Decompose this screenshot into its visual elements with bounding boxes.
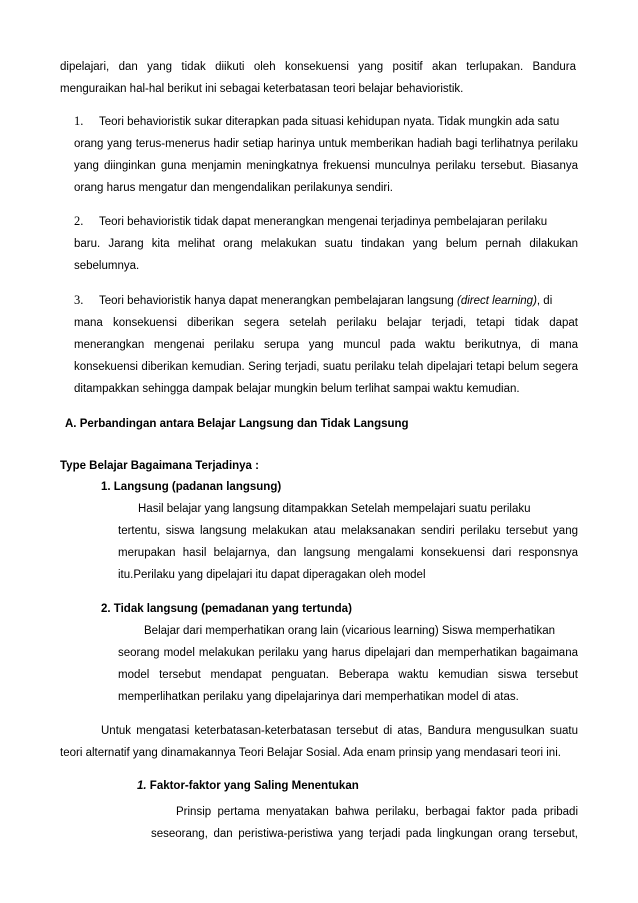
type-2-body	[118, 620, 578, 708]
type-1-rest: tertentu, siswa langsung melakukan atau melaksanakan sendiri perilaku tersebut yang merupakan hasil belajarnya, dan langsung mengalami konsekuensi dari responsnya itu.Perilaku yang dipelajari itu dapat diperagakan oleh model	[118, 525, 578, 581]
type-2-rest: seorang model melakukan perilaku yang harus dipelajari dan memperhatikan bagaimana model tersebut mendapat penguatan. Beberapa waktu kemudian siswa tersebut memperlihatkan perilaku yang dipelajarinya dari memperhatikan model di atas.	[118, 647, 578, 703]
limitation-body: baru. Jarang kita melihat orang melakukan suatu tindakan yang belum pernah dilakukan sebelumnya.	[74, 238, 578, 272]
type-1-first-line: Hasil belajar yang langsung ditampakkan Setelah mempelajari suatu perilaku	[138, 503, 531, 515]
limitation-first-line: Teori behavioristik sukar diterapkan pada situasi kehidupan nyata. Tidak mungkin ada satu	[99, 116, 560, 128]
limitation-number: 1.	[74, 114, 84, 128]
factor-heading	[137, 775, 359, 797]
limitation-number: 3.	[74, 293, 84, 307]
limitation-item-1	[74, 110, 578, 199]
limitation-first-line: Teori behavioristik tidak dapat menerangkan mengenai terjadinya pembelajaran perilaku	[99, 216, 548, 228]
intro-line-1: dipelajari, dan yang tidak diikuti oleh konsekuensi yang positif akan terlupakan. Bandura	[60, 61, 576, 73]
type-heading: Type Belajar Bagaimana Terjadinya :	[60, 460, 259, 472]
limitation-first-line-b: , di	[536, 295, 553, 307]
limitation-body: mana konsekuensi diberikan segera setelah perilaku belajar terjadi, tetapi tidak dapat menerangkan mengenai perilaku serupa yang muncul pada waktu berikutnya, di mana konsekuensi diberikan kemudian. Sering terjadi, suatu perilaku telah dipelajari tetapi belum segera ditampakkan sehingga dampak belajar mungkin belum terlihat sampai waktu kemudian.	[74, 317, 578, 395]
factor-heading-text: Faktor-faktor yang Saling Menentukan	[146, 780, 359, 792]
closing-line-1: Untuk mengatasi keterbatasan-keterbatasan tersebut di atas, Bandura mengusulkan suatu	[101, 725, 578, 737]
type-2-first-line: Belajar dari memperhatikan orang lain (vicarious learning) Siswa memperhatikan	[144, 625, 555, 637]
limitation-item-2	[74, 210, 578, 277]
intro-line-2: menguraikan hal-hal berikut ini sebagai keterbatasan teori belajar behavioristik.	[60, 83, 464, 95]
limitation-item-3	[74, 289, 578, 400]
factor-line-2: seseorang, dan peristiwa-peristiwa yang terjadi pada lingkungan orang tersebut,	[151, 828, 578, 840]
section-a-heading: A. Perbandingan antara Belajar Langsung dan Tidak Langsung	[65, 418, 409, 430]
limitation-first-line-a: Teori behavioristik hanya dapat menerangkan pembelajaran langsung	[99, 295, 458, 307]
limitation-body: orang yang terus-menerus hadir setiap harinya untuk memberikan hadiah bagi terlihatnya perilaku yang diinginkan guna menjamin meningkatnya frekuensi munculnya perilaku tersebut. Biasanya orang harus mengatur dan mengendalikan perilakunya sendiri.	[74, 138, 578, 194]
factor-heading-number: 1.	[137, 780, 147, 792]
closing-line-2: teori alternatif yang dinamakannya Teori Belajar Sosial. Ada enam prinsip yang mendasari teori ini.	[60, 747, 561, 759]
type-2-heading: 2. Tidak langsung (pemadanan yang tertunda)	[101, 603, 352, 615]
type-1-heading: 1. Langsung (padanan langsung)	[101, 481, 282, 493]
limitation-number: 2.	[74, 214, 84, 228]
limitation-emphasis: (direct learning)	[457, 295, 537, 307]
type-1-body	[118, 498, 578, 586]
factor-line-1: Prinsip pertama menyatakan bahwa perilaku, berbagai faktor pada pribadi	[176, 806, 578, 818]
